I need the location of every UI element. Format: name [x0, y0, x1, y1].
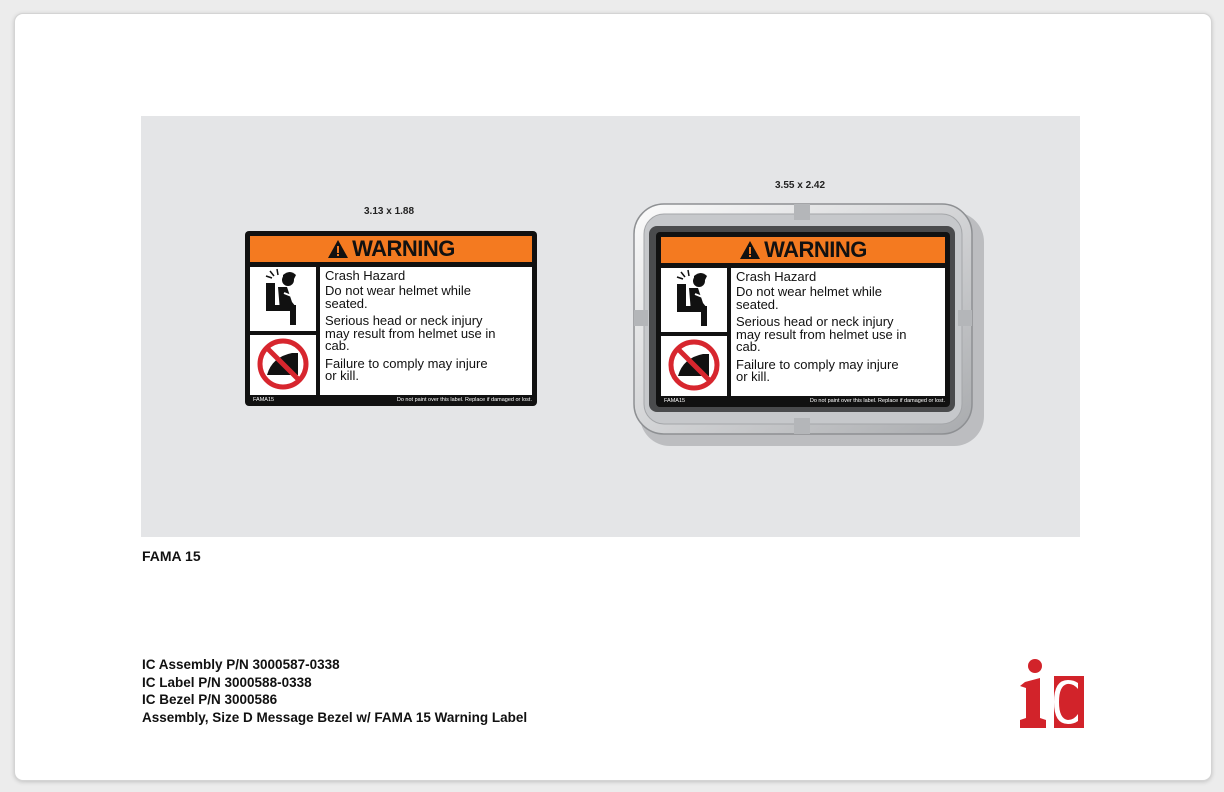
message-line: may result from helmet use in [736, 326, 907, 342]
small-label-dimension: 3.13 x 1.88 [364, 206, 415, 217]
seated-person-helmet-icon [250, 267, 316, 331]
message-line: Do not wear helmet while [325, 283, 471, 298]
message-line: seated. [325, 295, 368, 311]
assembly-description: Assembly, Size D Message Bezel w/ FAMA 15 Warning Label [142, 709, 528, 725]
label-footer-note: Do not paint over this label. Replace if damaged or lost. [396, 397, 532, 403]
warning-header [250, 236, 532, 262]
message-line: cab. [325, 338, 350, 353]
label-code: FAMA15 [664, 398, 686, 404]
message-line: Failure to comply may injure [736, 356, 899, 372]
label-code: FAMA15 [253, 397, 275, 403]
warning-label-small [245, 231, 537, 406]
assembly-part-number: IC Assembly P/N 3000587-0338 [142, 657, 340, 672]
message-panel [731, 268, 945, 396]
product-title: FAMA 15 [142, 548, 201, 564]
no-helmet-prohibition-icon [661, 336, 727, 396]
hazard-title: Crash Hazard [325, 268, 406, 283]
part-numbers [142, 656, 527, 726]
ic-logo [1020, 658, 1084, 730]
message-panel [320, 267, 532, 395]
warning-label-bezel [656, 232, 950, 407]
label-footer-note: Do not paint over this label. Replace if damaged or lost. [809, 398, 945, 404]
warning-triangle-icon [327, 239, 349, 259]
signal-word: WARNING [352, 236, 455, 261]
no-helmet-prohibition-icon [250, 335, 316, 395]
bezel-label-dimension: 3.55 x 2.42 [775, 180, 826, 191]
label-part-number: IC Label P/N 3000588-0338 [142, 674, 312, 690]
message-line: or kill. [325, 368, 359, 383]
message-line: or kill. [736, 369, 770, 384]
message-line: Serious head or neck injury [736, 314, 894, 329]
message-line: Serious head or neck injury [325, 313, 483, 328]
seated-person-helmet-icon [661, 268, 727, 332]
message-line: Do not wear helmet while [736, 284, 882, 299]
message-line: may result from helmet use in [325, 325, 496, 341]
message-line: seated. [736, 296, 779, 312]
warning-triangle-icon [739, 240, 761, 260]
message-line: Failure to comply may injure [325, 355, 488, 371]
warning-header [661, 237, 945, 263]
signal-word: WARNING [764, 237, 867, 262]
bezel-part-number: IC Bezel P/N 3000586 [142, 692, 278, 707]
hazard-title: Crash Hazard [736, 269, 817, 284]
message-line: cab. [736, 339, 761, 354]
